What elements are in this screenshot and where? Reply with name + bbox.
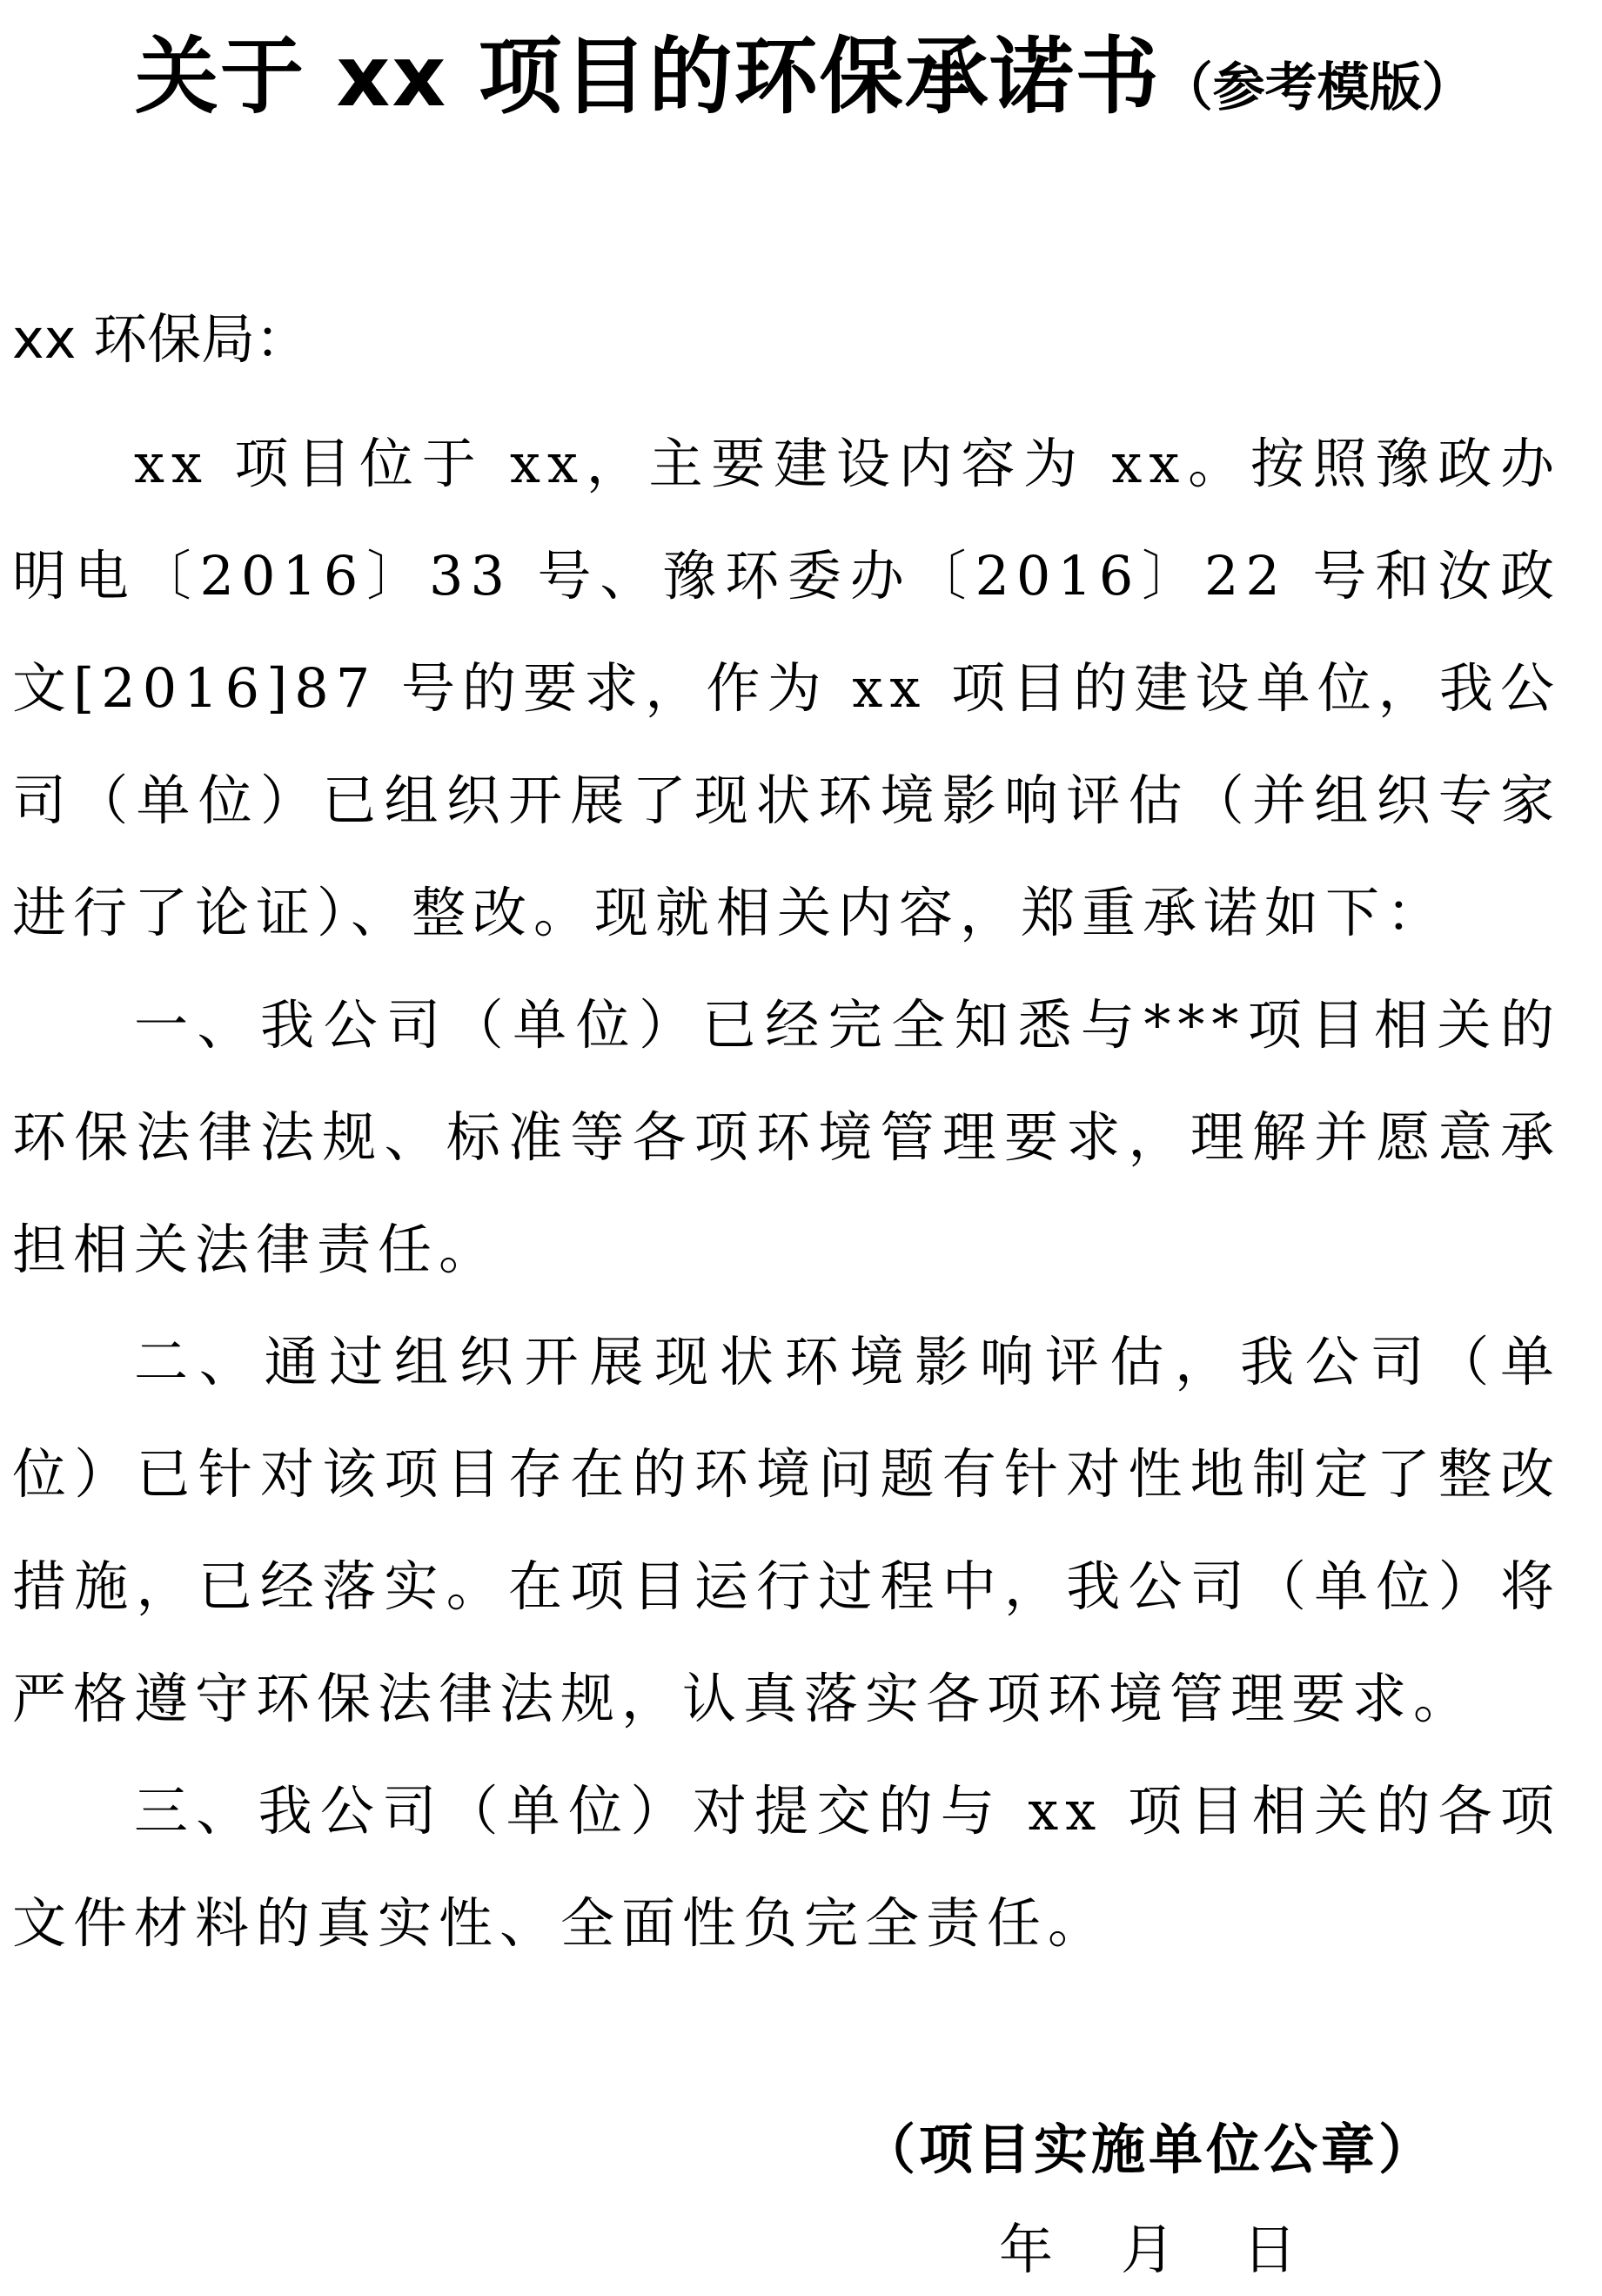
title-note: （参考模版） <box>1160 57 1474 118</box>
paragraph-intro: xx 项目位于 xx，主要建设内容为 xx。按照豫政办明电〔2016〕33 号、豫环委办〔2016〕22 号和汝政文[2016]87 号的要求，作为 xx 项目的建设单位，我公司（单位）已组织开展了现状环境影响评估（并组织专家进行了论证）、整改。现就相关内容，郑重承诺如下： <box>12 432 1561 944</box>
document-body <box>12 407 1561 1979</box>
date-month: 月 <box>1121 2218 1176 2281</box>
title-text: 关于 xx 项目的环保承诺书 <box>135 28 1161 125</box>
paragraph-commitment-3: 三、我公司（单位）对提交的与 xx 项目相关的各项文件材料的真实性、全面性负完全责任。 <box>12 1779 1561 1955</box>
date-year: 年 <box>999 2218 1054 2281</box>
seal-line: （项目实施单位公章） <box>861 2118 1437 2181</box>
document-title <box>135 24 1492 140</box>
date-line <box>999 2211 1297 2289</box>
paragraph-commitment-1: 一、我公司（单位）已经完全知悉与***项目相关的环保法律法规、标准等各项环境管理要求，理解并愿意承担相关法律责任。 <box>12 993 1561 1281</box>
date-day: 日 <box>1243 2218 1297 2281</box>
paragraph-commitment-2: 二、通过组织开展现状环境影响评估，我公司（单位）已针对该项目存在的环境问题有针对性地制定了整改措施，已经落实。在项目运行过程中，我公司（单位）将严格遵守环保法律法规，认真落实各项环境管理要求。 <box>12 1330 1561 1730</box>
salutation: xx 环保局： <box>12 307 310 371</box>
